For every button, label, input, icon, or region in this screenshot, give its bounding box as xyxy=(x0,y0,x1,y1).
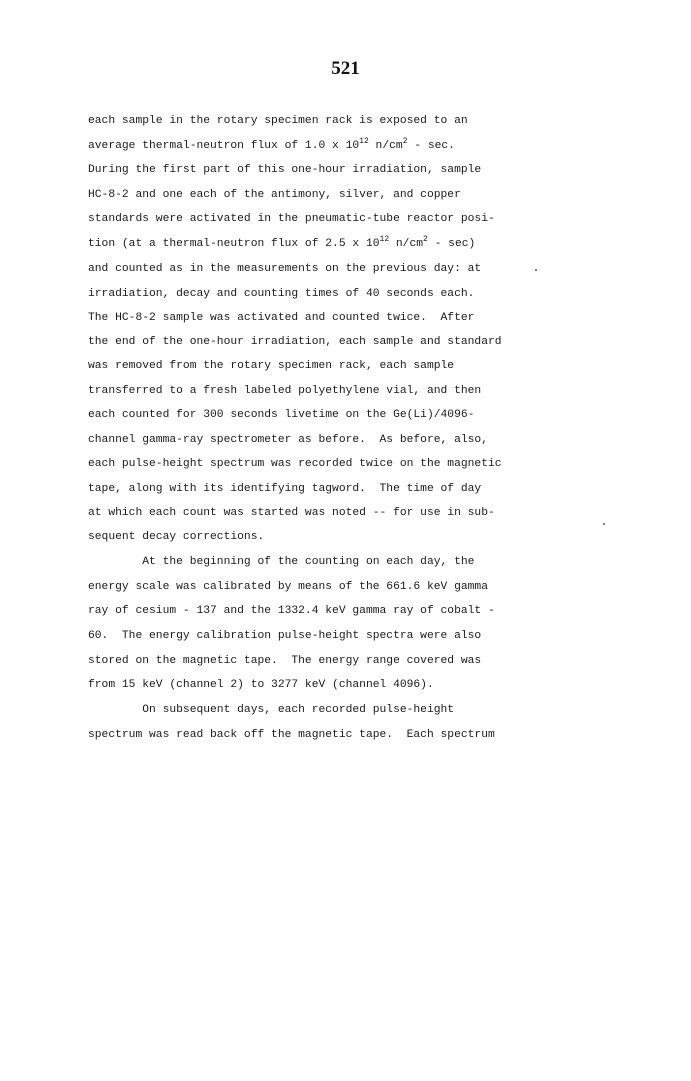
text-line: from 15 keV (channel 2) to 3277 keV (channel 4096). xyxy=(88,679,434,691)
text-line: HC-8-2 and one each of the antimony, silver, and copper xyxy=(88,189,461,201)
text-line: was removed from the rotary specimen rack, each sample xyxy=(88,360,455,372)
text-line: tape, along with its identifying tagword. The time of day xyxy=(88,483,482,495)
text-line: The HC-8-2 sample was activated and counted twice. After xyxy=(88,312,475,324)
text-line: average thermal-neutron flux of 1.0 x $10^{12}$ $n/cm^2$ - sec. xyxy=(88,137,455,152)
text-line: 60. The energy calibration pulse-height spectra were also xyxy=(88,630,482,642)
text-line: each pulse-height spectrum was recorded twice on the magnetic xyxy=(88,458,502,470)
text-line: spectrum was read back off the magnetic tape. Each spectrum xyxy=(88,729,495,741)
text-line: the end of the one-hour irradiation, each sample and standard xyxy=(88,336,502,348)
text-line: During the first part of this one-hour irradiation, sample xyxy=(88,164,482,176)
text-line: each sample in the rotary specimen rack is exposed to an xyxy=(88,115,468,127)
text-line: standards were activated in the pneumatic-tube reactor posi- xyxy=(88,213,495,225)
text-line: channel gamma-ray spectrometer as before. As before, also, xyxy=(88,434,488,446)
scan-speck xyxy=(603,523,605,525)
text-line: energy scale was calibrated by means of the 661.6 keV gamma xyxy=(88,581,488,593)
text-line: stored on the magnetic tape. The energy range covered was xyxy=(88,655,482,667)
text-line: and counted as in the measurements on the previous day: at xyxy=(88,263,482,275)
text-line: irradiation, decay and counting times of 40 seconds each. xyxy=(88,288,475,300)
text-line: at which each count was started was noted -- for use in sub- xyxy=(88,507,495,519)
text-line: sequent decay corrections. xyxy=(88,531,265,543)
text-line: each counted for 300 seconds livetime on the Ge(Li)/4096- xyxy=(88,409,475,421)
text-line: At the beginning of the counting on each day, the xyxy=(88,556,475,568)
text-line: ray of cesium - 137 and the 1332.4 keV gamma ray of cobalt - xyxy=(88,605,495,617)
text-line: tion (at a thermal-neutron flux of 2.5 x $10^{12}$ $n/cm^2 - \sec$) xyxy=(88,235,476,250)
text-line: On subsequent days, each recorded pulse-height xyxy=(88,704,455,716)
scan-speck xyxy=(535,269,537,271)
text-line: transferred to a fresh labeled polyethylene vial, and then xyxy=(88,385,482,397)
page-number: 521 xyxy=(331,58,360,79)
